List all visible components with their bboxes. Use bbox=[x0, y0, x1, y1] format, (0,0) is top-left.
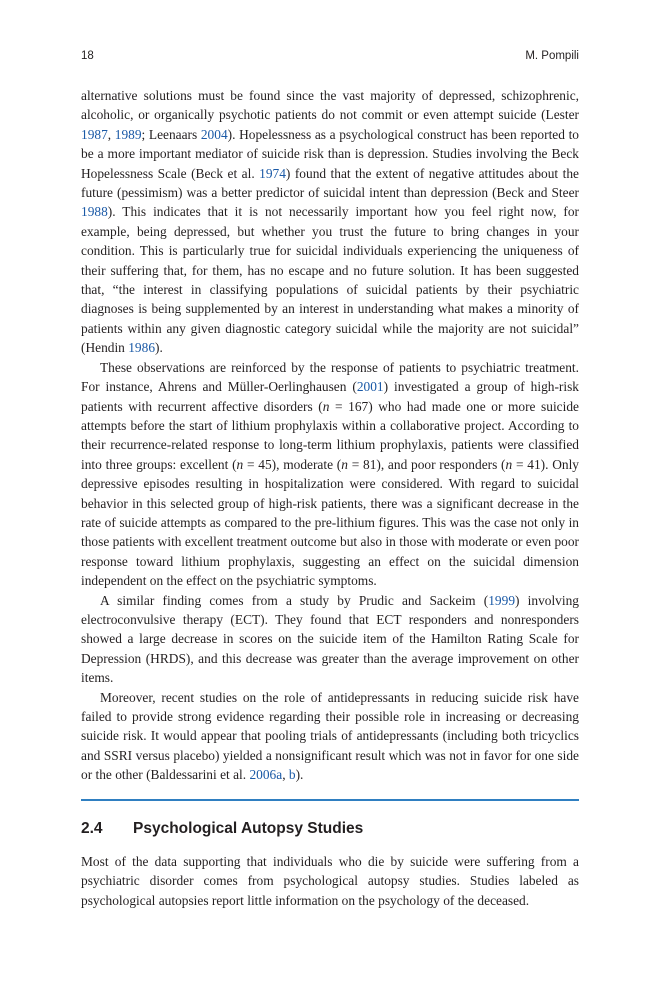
section-title: Psychological Autopsy Studies bbox=[133, 819, 364, 837]
page-number: 18 bbox=[81, 50, 94, 62]
citation-link[interactable]: 1987 bbox=[81, 126, 108, 142]
citation-link[interactable]: 2001 bbox=[356, 379, 384, 395]
section-heading bbox=[81, 819, 579, 839]
text-run: ). Hopelessness as a psychological construct has been reported to be a more important mediator of suicide risk than is depression. Studies involving the Beck Hopelessness Scale (Beck et al. bbox=[81, 126, 579, 181]
text-run: ) involving electroconvulsive therapy (ECT). They found that ECT responders and nonresponders showed a large decrease in scores on the suicide item of the Hamilton Rating Scale for Depression (HRDS), and this decrease was greater than the average improvement on other items. bbox=[81, 592, 579, 686]
text-run: , bbox=[107, 126, 115, 142]
text-run: Moreover, recent studies on the role of antidepressants in reducing suicide risk have failed to provide strong evidence regarding their possible role in increasing or decreasing suicide risk. It would appear that pooling trials of antidepressants (including both tricyclics and SSRI versus placebo) yielded a nonsignificant result which was not in favor for one side or the other (Baldessarini et al. bbox=[81, 689, 579, 783]
text-run: = 167) who had made one or more suicide attempts before the start of lithium prophylaxis within a collaborative project. According to their recurrence-related response to long-term lithium prophylaxis, patients were classified into three groups: excellent ( bbox=[81, 398, 579, 472]
body-text bbox=[81, 86, 579, 785]
text-run: = 41). Only depressive episodes resulting in hospitalization were considered. With regard to suicidal behavior in this selected group of high-risk patients, there was a significant decrease in the rate of suicide attempts as compared to the pre-lithium figures. This was the case not only in those patients with excellent treatment outcome but also in those with moderate or even poor response toward lithium prophylaxis, suggesting an effect on the suicidal dimension independent on the effect on the psychiatric symptoms. bbox=[81, 456, 579, 589]
italic-variable: n bbox=[341, 456, 348, 472]
paragraph-p2 bbox=[81, 358, 579, 591]
citation-link[interactable]: 1974 bbox=[259, 165, 286, 181]
paragraph-s1 bbox=[81, 852, 579, 910]
italic-variable: n bbox=[322, 398, 330, 414]
section-body bbox=[81, 852, 579, 910]
text-run: A similar finding comes from a study by Prudic and Sackeim ( bbox=[100, 592, 489, 608]
page-header bbox=[81, 50, 579, 70]
citation-link[interactable]: 1986 bbox=[128, 340, 156, 356]
citation-link[interactable]: 1999 bbox=[488, 592, 516, 608]
text-run: ). bbox=[295, 767, 304, 783]
text-run: = 45), moderate ( bbox=[243, 456, 342, 472]
running-head-author: M. Pompili bbox=[525, 50, 579, 62]
text-run: ) investigated a group of high-risk patients with recurrent affective disorders ( bbox=[81, 379, 580, 414]
text-run: ). This indicates that it is not necessarily important how you feel right now, for example, being depressed, but whether you trust the future to bring changes in your condition. This is particularly true for suicidal individuals experiencing the uniqueness of their suffering that, for them, has no escape and no future solution. It has been suggested that, “the interest in classifying populations of suicidal patients by their psychiatric diagnoses is being supplemented by an interest in understanding what makes a minority of patients within any given diagnostic category suicidal while the majority are not suicidal” (Hendin bbox=[81, 204, 579, 356]
citation-link[interactable]: 2004 bbox=[200, 126, 228, 142]
paragraph-p1 bbox=[81, 86, 579, 358]
text-run: , bbox=[282, 767, 289, 783]
section-divider bbox=[81, 799, 579, 801]
text-run: These observations are reinforced by the response of patients to psychiatric treatment. For instance, Ahrens and Müller-Oerlinghausen ( bbox=[81, 359, 579, 395]
text-run: alternative solutions must be found since the vast majority of depressed, schizophrenic, alcoholic, or organically psychotic patients do not commit or even attempt suicide (Lester bbox=[81, 88, 579, 123]
text-run: Most of the data supporting that individuals who die by suicide were suffering from a psychiatric disorder comes from psychological autopsy studies. Studies labeled as psychological autopsies report little information on the psychology of the deceased. bbox=[81, 854, 579, 908]
text-run: ). bbox=[155, 340, 163, 356]
citation-link[interactable]: 1989 bbox=[114, 126, 142, 142]
text-run: = 81), and poor responders ( bbox=[347, 456, 506, 472]
citation-link[interactable]: 1988 bbox=[81, 204, 108, 220]
citation-link[interactable]: 2006a bbox=[249, 767, 283, 783]
paragraph-p3 bbox=[81, 591, 579, 688]
citation-link[interactable]: b bbox=[288, 767, 296, 783]
paragraph-p4 bbox=[81, 688, 579, 785]
section-number: 2.4 bbox=[81, 819, 103, 837]
text-run: ) found that the extent of negative attitudes about the future (pessimism) was a better predictor of suicidal intent than depression (Beck and Steer bbox=[81, 165, 579, 201]
italic-variable: n bbox=[505, 456, 513, 472]
text-run: ; Leenaars bbox=[141, 126, 201, 142]
italic-variable: n bbox=[236, 456, 244, 472]
